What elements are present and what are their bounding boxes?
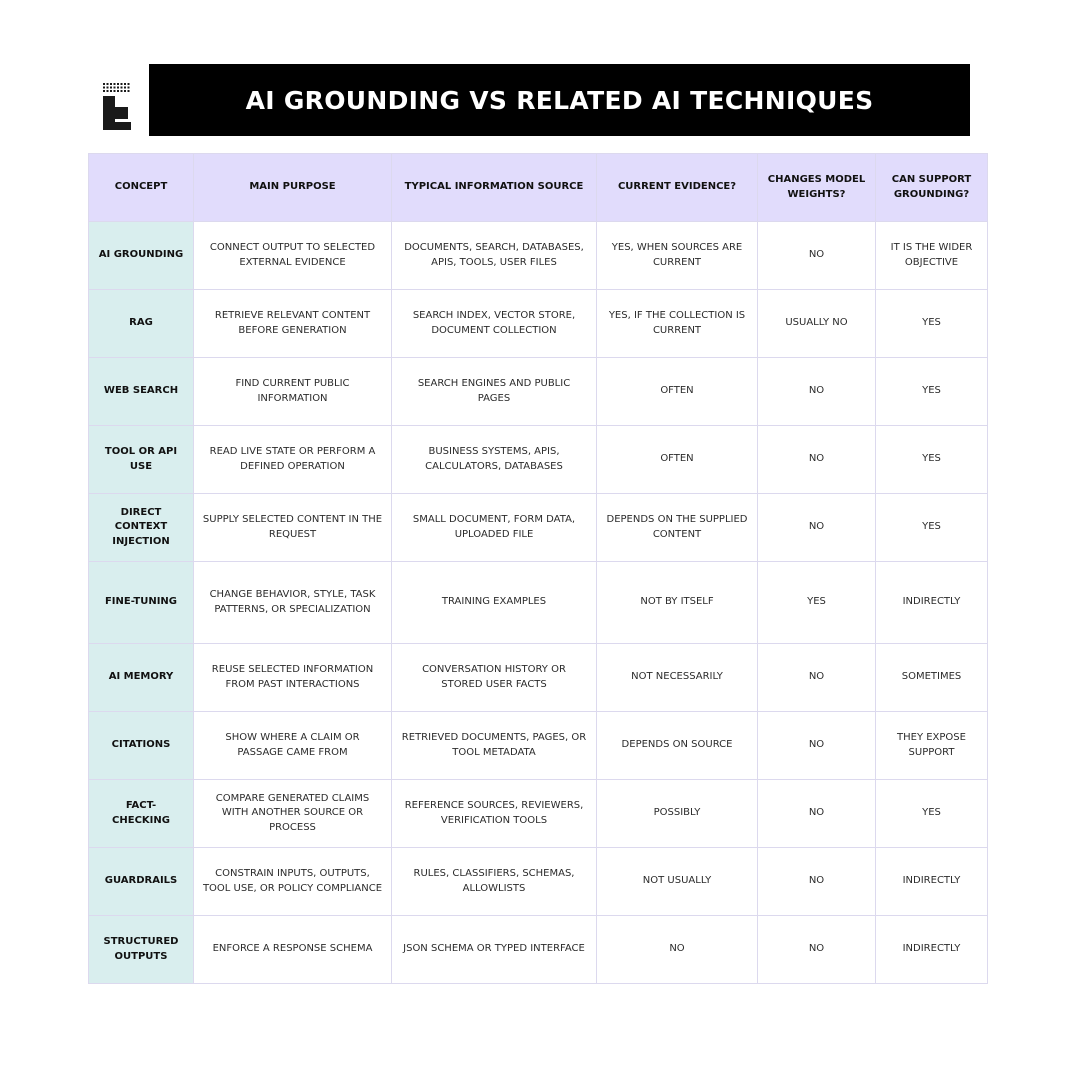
weights-cell: NO — [758, 494, 876, 562]
purpose-cell: CHANGE BEHAVIOR, STYLE, TASK PATTERNS, OR SPECIALIZATION — [194, 562, 392, 644]
header-supports-grounding: CAN SUPPORT GROUNDING? — [876, 154, 988, 222]
header-changes-weights: CHANGES MODEL WEIGHTS? — [758, 154, 876, 222]
grounding-cell: YES — [876, 780, 988, 848]
source-cell: RETRIEVED DOCUMENTS, PAGES, OR TOOL METADATA — [392, 712, 597, 780]
header-main-purpose: MAIN PURPOSE — [194, 154, 392, 222]
grounding-cell: YES — [876, 358, 988, 426]
table-row — [89, 222, 988, 290]
header-concept: CONCEPT — [89, 154, 194, 222]
concept-cell: STRUCTURED OUTPUTS — [89, 916, 194, 984]
evidence-cell: DEPENDS ON THE SUPPLIED CONTENT — [597, 494, 758, 562]
evidence-cell: OFTEN — [597, 426, 758, 494]
weights-cell: NO — [758, 644, 876, 712]
evidence-cell: POSSIBLY — [597, 780, 758, 848]
weights-cell: NO — [758, 222, 876, 290]
grounding-cell: THEY EXPOSE SUPPORT — [876, 712, 988, 780]
page-title: AI GROUNDING VS RELATED AI TECHNIQUES — [245, 85, 874, 115]
table-row — [89, 494, 988, 562]
purpose-cell: REUSE SELECTED INFORMATION FROM PAST INTERACTIONS — [194, 644, 392, 712]
weights-cell: NO — [758, 426, 876, 494]
source-cell: REFERENCE SOURCES, REVIEWERS, VERIFICATION TOOLS — [392, 780, 597, 848]
concept-cell: WEB SEARCH — [89, 358, 194, 426]
weights-cell: NO — [758, 916, 876, 984]
table-row — [89, 916, 988, 984]
table-header — [89, 154, 988, 222]
source-cell: DOCUMENTS, SEARCH, DATABASES, APIS, TOOLS, USER FILES — [392, 222, 597, 290]
source-cell: SEARCH INDEX, VECTOR STORE, DOCUMENT COLLECTION — [392, 290, 597, 358]
table-row — [89, 358, 988, 426]
table-row — [89, 848, 988, 916]
table-body — [89, 222, 988, 984]
evidence-cell: NO — [597, 916, 758, 984]
purpose-cell: FIND CURRENT PUBLIC INFORMATION — [194, 358, 392, 426]
evidence-cell: NOT NECESSARILY — [597, 644, 758, 712]
source-cell: SMALL DOCUMENT, FORM DATA, UPLOADED FILE — [392, 494, 597, 562]
grounding-cell: YES — [876, 426, 988, 494]
source-cell: RULES, CLASSIFIERS, SCHEMAS, ALLOWLISTS — [392, 848, 597, 916]
table-row — [89, 644, 988, 712]
table-row — [89, 290, 988, 358]
weights-cell: NO — [758, 780, 876, 848]
grounding-cell: SOMETIMES — [876, 644, 988, 712]
grounding-cell: INDIRECTLY — [876, 916, 988, 984]
purpose-cell: CONSTRAIN INPUTS, OUTPUTS, TOOL USE, OR POLICY COMPLIANCE — [194, 848, 392, 916]
header-information-source: TYPICAL INFORMATION SOURCE — [392, 154, 597, 222]
grounding-cell: IT IS THE WIDER OBJECTIVE — [876, 222, 988, 290]
brand-logo-icon — [103, 83, 133, 131]
weights-cell: YES — [758, 562, 876, 644]
grounding-cell: INDIRECTLY — [876, 848, 988, 916]
purpose-cell: COMPARE GENERATED CLAIMS WITH ANOTHER SOURCE OR PROCESS — [194, 780, 392, 848]
weights-cell: NO — [758, 848, 876, 916]
evidence-cell: DEPENDS ON SOURCE — [597, 712, 758, 780]
grounding-cell: YES — [876, 290, 988, 358]
source-cell: JSON SCHEMA OR TYPED INTERFACE — [392, 916, 597, 984]
source-cell: CONVERSATION HISTORY OR STORED USER FACTS — [392, 644, 597, 712]
concept-cell: AI MEMORY — [89, 644, 194, 712]
table-row — [89, 426, 988, 494]
purpose-cell: READ LIVE STATE OR PERFORM A DEFINED OPERATION — [194, 426, 392, 494]
purpose-cell: ENFORCE A RESPONSE SCHEMA — [194, 916, 392, 984]
purpose-cell: RETRIEVE RELEVANT CONTENT BEFORE GENERATION — [194, 290, 392, 358]
header-row — [89, 154, 988, 222]
table-row — [89, 712, 988, 780]
weights-cell: USUALLY NO — [758, 290, 876, 358]
purpose-cell: SHOW WHERE A CLAIM OR PASSAGE CAME FROM — [194, 712, 392, 780]
evidence-cell: NOT BY ITSELF — [597, 562, 758, 644]
purpose-cell: SUPPLY SELECTED CONTENT IN THE REQUEST — [194, 494, 392, 562]
evidence-cell: YES, WHEN SOURCES ARE CURRENT — [597, 222, 758, 290]
concept-cell: TOOL OR API USE — [89, 426, 194, 494]
source-cell: TRAINING EXAMPLES — [392, 562, 597, 644]
concept-cell: FINE-TUNING — [89, 562, 194, 644]
title-banner — [149, 64, 970, 136]
concept-cell: DIRECT CONTEXT INJECTION — [89, 494, 194, 562]
grounding-cell: YES — [876, 494, 988, 562]
grounding-cell: INDIRECTLY — [876, 562, 988, 644]
weights-cell: NO — [758, 712, 876, 780]
concept-cell: RAG — [89, 290, 194, 358]
table-row — [89, 780, 988, 848]
table-row — [89, 562, 988, 644]
weights-cell: NO — [758, 358, 876, 426]
concept-cell: FACT-CHECKING — [89, 780, 194, 848]
evidence-cell: NOT USUALLY — [597, 848, 758, 916]
purpose-cell: CONNECT OUTPUT TO SELECTED EXTERNAL EVIDENCE — [194, 222, 392, 290]
header-current-evidence: CURRENT EVIDENCE? — [597, 154, 758, 222]
source-cell: BUSINESS SYSTEMS, APIS, CALCULATORS, DATABASES — [392, 426, 597, 494]
evidence-cell: OFTEN — [597, 358, 758, 426]
source-cell: SEARCH ENGINES AND PUBLIC PAGES — [392, 358, 597, 426]
concept-cell: CITATIONS — [89, 712, 194, 780]
concept-cell: GUARDRAILS — [89, 848, 194, 916]
evidence-cell: YES, IF THE COLLECTION IS CURRENT — [597, 290, 758, 358]
comparison-table — [88, 153, 988, 984]
concept-cell: AI GROUNDING — [89, 222, 194, 290]
